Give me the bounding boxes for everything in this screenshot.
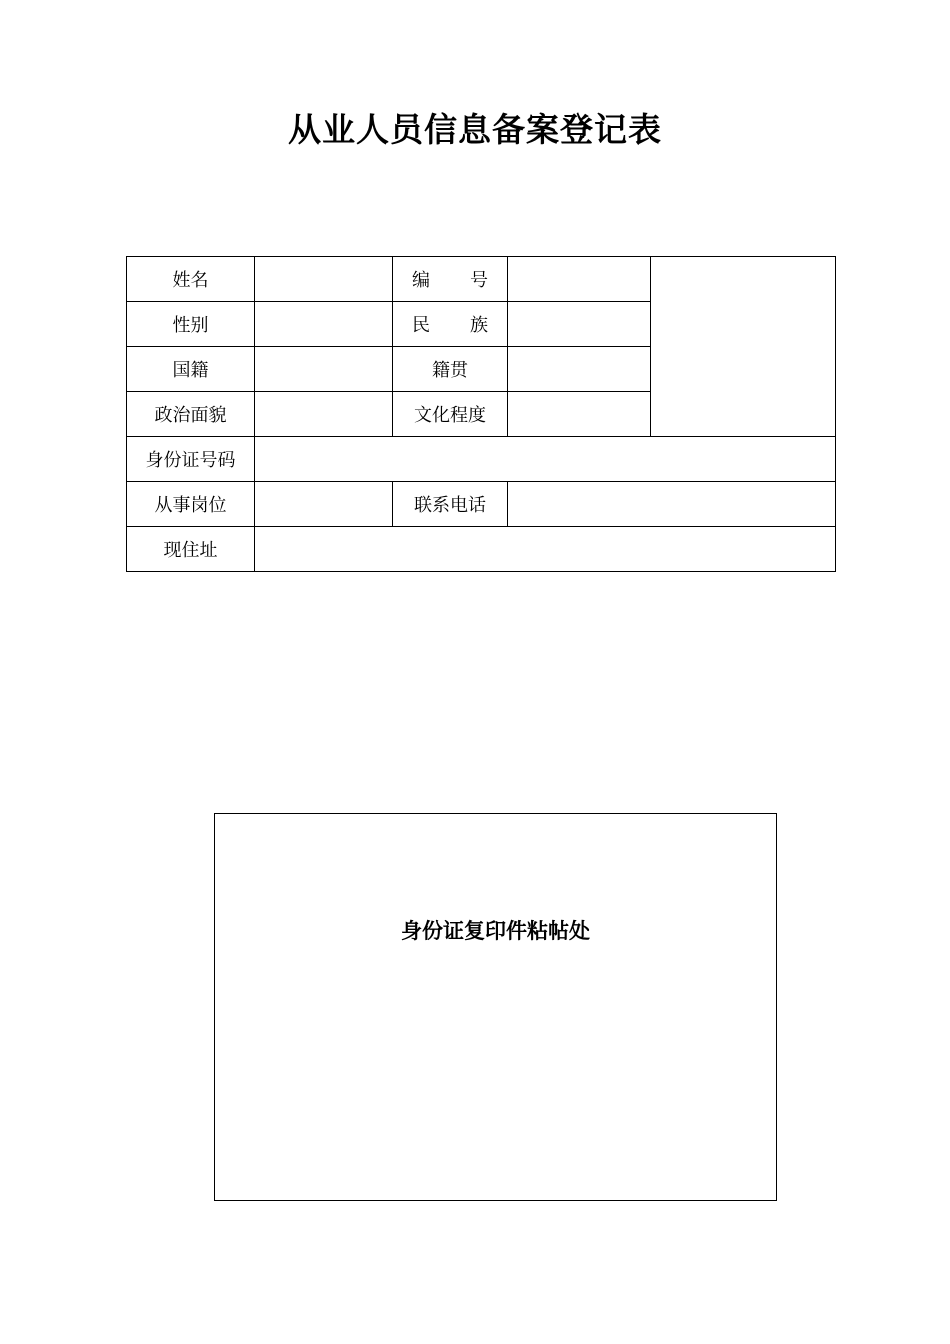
id-number-field[interactable] xyxy=(255,437,836,482)
political-status-label: 政治面貌 xyxy=(127,392,255,437)
id-number-label: 身份证号码 xyxy=(127,437,255,482)
ethnicity-field[interactable] xyxy=(508,302,651,347)
registration-form-table xyxy=(126,256,836,572)
name-field[interactable] xyxy=(255,257,393,302)
phone-field[interactable] xyxy=(508,482,836,527)
gender-label: 性别 xyxy=(127,302,255,347)
number-label: 编 号 xyxy=(393,257,508,302)
ethnicity-label: 民 族 xyxy=(393,302,508,347)
name-label: 姓名 xyxy=(127,257,255,302)
page-title: 从业人员信息备案登记表 xyxy=(288,110,662,149)
photo-cell xyxy=(651,257,836,437)
position-label: 从事岗位 xyxy=(127,482,255,527)
native-place-label: 籍贯 xyxy=(393,347,508,392)
form-row-id-number xyxy=(127,437,836,482)
nationality-field[interactable] xyxy=(255,347,393,392)
nationality-label: 国籍 xyxy=(127,347,255,392)
education-field[interactable] xyxy=(508,392,651,437)
native-place-field[interactable] xyxy=(508,347,651,392)
political-status-field[interactable] xyxy=(255,392,393,437)
id-copy-paste-area xyxy=(214,813,777,1201)
address-label: 现住址 xyxy=(127,527,255,572)
number-field[interactable] xyxy=(508,257,651,302)
education-label: 文化程度 xyxy=(393,392,508,437)
phone-label: 联系电话 xyxy=(393,482,508,527)
form-row-address xyxy=(127,527,836,572)
gender-field[interactable] xyxy=(255,302,393,347)
form-row-position xyxy=(127,482,836,527)
form-row-name xyxy=(127,257,836,302)
address-field[interactable] xyxy=(255,527,836,572)
id-copy-paste-label: 身份证复印件粘帖处 xyxy=(401,918,590,943)
position-field[interactable] xyxy=(255,482,393,527)
